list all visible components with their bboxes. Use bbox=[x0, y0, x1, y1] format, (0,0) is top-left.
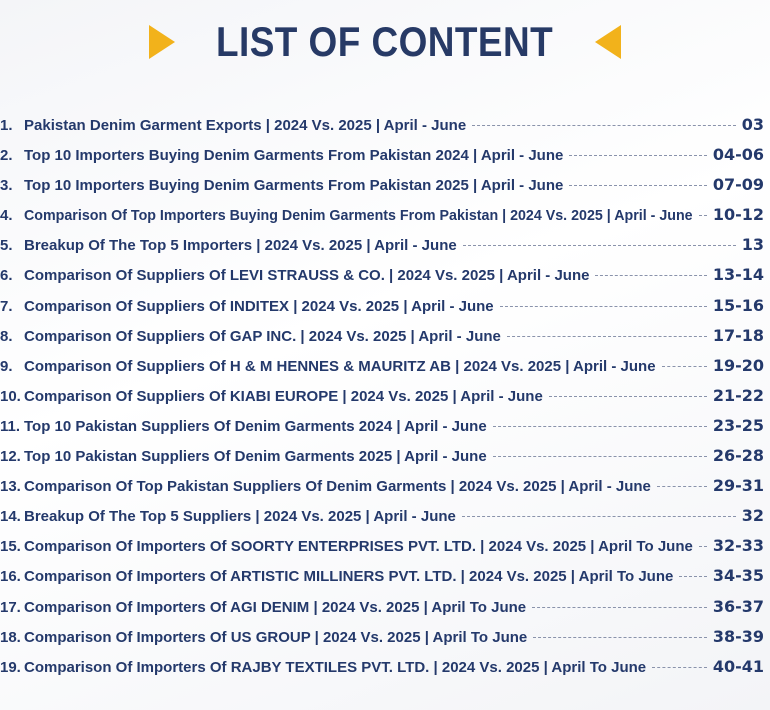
triangle-left-icon bbox=[595, 25, 621, 59]
toc-entry-title: Breakup Of The Top 5 Suppliers | 2024 Vs. 2025 | April - June bbox=[24, 508, 456, 526]
toc-entry-title: Breakup Of The Top 5 Importers | 2024 Vs. 2025 | April - June bbox=[24, 237, 457, 255]
toc-entry-number: 18. bbox=[0, 628, 21, 646]
toc-entry-pages: 04-06 bbox=[712, 145, 764, 165]
toc-entry[interactable] bbox=[0, 296, 770, 326]
toc-entry-title: Comparison Of Suppliers Of LEVI STRAUSS & CO. | 2024 Vs. 2025 | April - June bbox=[24, 267, 590, 285]
dotted-leader bbox=[532, 607, 707, 608]
dotted-leader bbox=[462, 516, 736, 517]
toc-entry-number: 3. bbox=[0, 177, 13, 195]
toc-entry-number: 4. bbox=[0, 207, 13, 225]
toc-entry-pages: 03 bbox=[741, 115, 764, 134]
toc-entry-pages: 21-22 bbox=[712, 385, 764, 405]
dotted-leader bbox=[549, 396, 707, 397]
toc-entry[interactable] bbox=[0, 145, 770, 175]
dotted-leader bbox=[657, 486, 707, 487]
toc-entry-number: 5. bbox=[0, 237, 13, 255]
toc-entry[interactable] bbox=[0, 115, 770, 145]
toc-entry[interactable] bbox=[0, 416, 770, 446]
toc-entry[interactable] bbox=[0, 566, 770, 596]
dotted-leader bbox=[507, 336, 707, 337]
toc-entry-title: Top 10 Pakistan Suppliers Of Denim Garments 2025 | April - June bbox=[24, 448, 487, 466]
toc-entry-number: 11. bbox=[0, 417, 21, 435]
dotted-leader bbox=[493, 426, 707, 427]
toc-entry-number: 8. bbox=[0, 327, 13, 345]
toc-entry-number: 14. bbox=[0, 508, 21, 526]
toc-entry[interactable] bbox=[0, 536, 770, 566]
toc-entry-number: 2. bbox=[0, 147, 13, 165]
toc-entry-pages: 23-25 bbox=[712, 415, 764, 435]
page-title: LIST OF CONTENT bbox=[216, 18, 554, 65]
toc-entry-pages: 32 bbox=[741, 506, 764, 526]
toc-entry-pages: 07-09 bbox=[712, 175, 764, 195]
toc-entry-number: 17. bbox=[0, 598, 21, 616]
toc-entry-title: Comparison Of Suppliers Of INDITEX | 2024 Vs. 2025 | April - June bbox=[24, 297, 494, 315]
toc-entry-pages: 32-33 bbox=[712, 536, 764, 556]
dotted-leader bbox=[662, 366, 707, 367]
toc-entry-title: Top 10 Pakistan Suppliers Of Denim Garments 2024 | April - June bbox=[24, 417, 487, 435]
toc-entry-title: Comparison Of Top Importers Buying Denim Garments From Pakistan | 2024 Vs. 2025 | April - June bbox=[24, 207, 693, 225]
dotted-leader bbox=[569, 155, 706, 156]
dotted-leader bbox=[463, 245, 736, 246]
toc-entry[interactable] bbox=[0, 386, 770, 416]
toc-entry[interactable] bbox=[0, 506, 770, 536]
toc-entry[interactable] bbox=[0, 175, 770, 205]
toc-entry[interactable] bbox=[0, 265, 770, 295]
toc-entry-title: Top 10 Importers Buying Denim Garments From Pakistan 2025 | April - June bbox=[24, 177, 564, 195]
toc-entry[interactable] bbox=[0, 205, 770, 235]
dotted-leader bbox=[699, 215, 707, 216]
toc-entry-title: Pakistan Denim Garment Exports | 2024 Vs. 2025 | April - June bbox=[24, 117, 467, 134]
toc-entry[interactable] bbox=[0, 446, 770, 476]
toc-entry-pages: 19-20 bbox=[712, 355, 764, 375]
dotted-leader bbox=[500, 306, 707, 307]
toc-entry-pages: 36-37 bbox=[712, 596, 764, 616]
dotted-leader bbox=[679, 576, 706, 577]
toc-entry-number: 16. bbox=[0, 568, 21, 586]
toc-entry-number: 7. bbox=[0, 297, 13, 315]
toc-entry-number: 9. bbox=[0, 357, 13, 375]
dotted-leader bbox=[493, 456, 707, 457]
toc-entry[interactable] bbox=[0, 627, 770, 657]
dotted-leader bbox=[595, 275, 706, 276]
toc-entry-pages: 13 bbox=[741, 235, 764, 255]
toc-entry-title: Comparison Of Suppliers Of KIABI EUROPE | 2024 Vs. 2025 | April - June bbox=[24, 387, 543, 405]
toc-entry-title: Comparison Of Importers Of AGI DENIM | 2024 Vs. 2025 | April To June bbox=[24, 598, 527, 616]
header bbox=[0, 12, 770, 72]
toc-entry[interactable] bbox=[0, 326, 770, 356]
dotted-leader bbox=[569, 185, 706, 186]
toc-entry-number: 15. bbox=[0, 538, 21, 556]
toc-entry-pages: 10-12 bbox=[712, 205, 764, 225]
toc-entry-number: 1. bbox=[0, 117, 13, 134]
toc-entry[interactable] bbox=[0, 476, 770, 506]
toc-entry-title: Comparison Of Suppliers Of H & M HENNES & MAURITZ AB | 2024 Vs. 2025 | April - June bbox=[24, 357, 656, 375]
toc-entry-number: 19. bbox=[0, 658, 21, 676]
toc-entry-title: Comparison Of Top Pakistan Suppliers Of Denim Garments | 2024 Vs. 2025 | April - June bbox=[24, 478, 651, 496]
toc-entry-title: Comparison Of Importers Of SOORTY ENTERPRISES PVT. LTD. | 2024 Vs. 2025 | April To June bbox=[24, 538, 693, 556]
toc-entry-pages: 34-35 bbox=[712, 566, 764, 586]
toc-entry-title: Comparison Of Importers Of US GROUP | 2024 Vs. 2025 | April To June bbox=[24, 628, 528, 646]
toc-entry-pages: 15-16 bbox=[712, 295, 764, 315]
dotted-leader bbox=[652, 667, 707, 668]
toc-entry[interactable] bbox=[0, 356, 770, 386]
toc-entry-number: 10. bbox=[0, 387, 21, 405]
toc-entry[interactable] bbox=[0, 235, 770, 265]
dotted-leader bbox=[699, 546, 707, 547]
dotted-leader bbox=[533, 637, 707, 638]
table-of-contents bbox=[0, 115, 770, 687]
toc-entry[interactable] bbox=[0, 597, 770, 627]
toc-entry-pages: 40-41 bbox=[712, 656, 764, 676]
toc-entry-title: Top 10 Importers Buying Denim Garments From Pakistan 2024 | April - June bbox=[24, 147, 564, 165]
toc-entry[interactable] bbox=[0, 657, 770, 687]
toc-entry-pages: 13-14 bbox=[712, 265, 764, 285]
toc-entry-pages: 17-18 bbox=[712, 325, 764, 345]
toc-entry-title: Comparison Of Importers Of RAJBY TEXTILES PVT. LTD. | 2024 Vs. 2025 | April To June bbox=[24, 658, 647, 676]
toc-entry-number: 12. bbox=[0, 448, 21, 466]
toc-entry-number: 6. bbox=[0, 267, 13, 285]
toc-entry-number: 13. bbox=[0, 478, 21, 496]
toc-entry-title: Comparison Of Importers Of ARTISTIC MILLINERS PVT. LTD. | 2024 Vs. 2025 | April To June bbox=[24, 568, 674, 586]
toc-entry-pages: 29-31 bbox=[712, 476, 764, 496]
toc-entry-pages: 26-28 bbox=[712, 446, 764, 466]
toc-entry-title: Comparison Of Suppliers Of GAP INC. | 2024 Vs. 2025 | April - June bbox=[24, 327, 501, 345]
triangle-right-icon bbox=[149, 25, 175, 59]
toc-entry-pages: 38-39 bbox=[712, 626, 764, 646]
dotted-leader bbox=[472, 125, 736, 126]
